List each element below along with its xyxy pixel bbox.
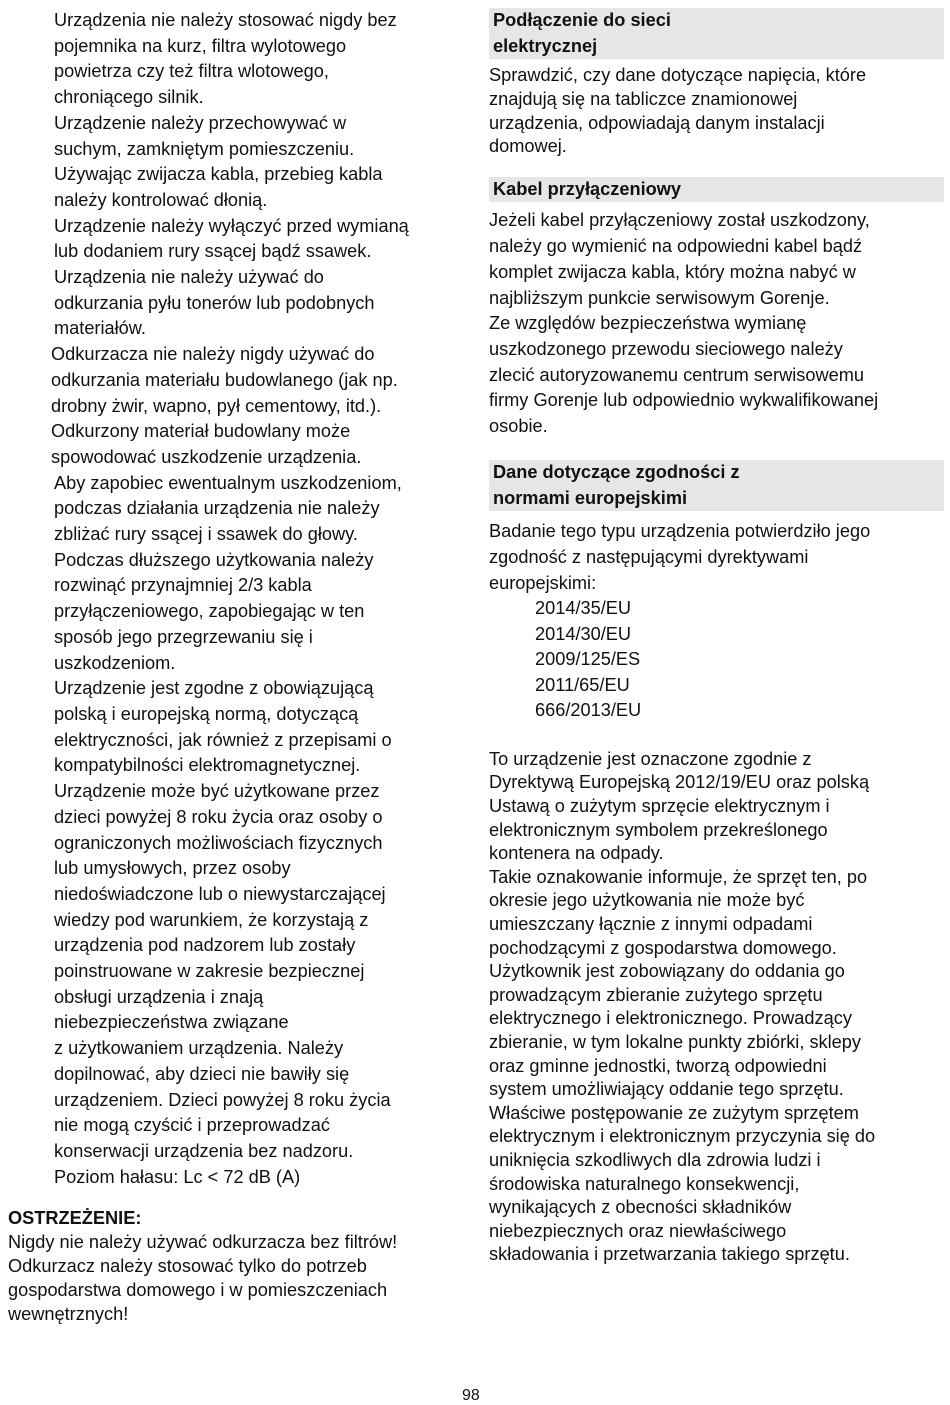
body-text-line: wiedzy pod warunkiem, że korzystają z — [54, 909, 369, 930]
body-text-line: suchym, zamkniętym pomieszczeniu. — [54, 138, 355, 159]
body-text-line: niebezpieczeństwa związane — [54, 1012, 289, 1033]
body-text-line: uszkodzeniom. — [54, 652, 176, 673]
body-text-line: Podczas dłuższego użytkowania należy — [54, 549, 374, 570]
body-text-line: Poziom hałasu: Lc < 72 dB (A) — [54, 1166, 301, 1187]
body-text-line: To urządzenie jest oznaczone zgodnie z — [489, 748, 812, 769]
warning-box — [8, 1207, 463, 1326]
body-text-line: kompatybilności elektromagnetycznej. — [54, 755, 361, 776]
body-text-line: zbieranie, w tym lokalne punkty zbiórki, sklepy — [489, 1031, 861, 1052]
directive-list — [489, 596, 944, 724]
body-text-line: firmy Gorenje lub odpowiednio wykwalifikowanej — [489, 390, 879, 411]
body-text-line: niebezpiecznych oraz niewłaściwego — [489, 1220, 787, 1241]
body-text-line: Sprawdzić, czy dane dotyczące napięcia, które — [489, 65, 867, 86]
body-text-line: zgodność z następującymi dyrektywami — [489, 546, 809, 567]
power-connection-text — [489, 64, 944, 158]
body-text-line: Ustawą o zużytym sprzęcie elektrycznym i — [489, 796, 830, 817]
body-text-line: znajdują się na tabliczce znamionowej — [489, 89, 798, 109]
left-column — [8, 8, 463, 1326]
body-text-line: lub dodaniem rury ssącej bądź ssawek. — [54, 241, 372, 262]
body-text-line: elektrycznego i elektronicznego. Prowadzący — [489, 1008, 852, 1029]
warning-text-line: Odkurzacz należy stosować tylko do potrzeb — [8, 1255, 367, 1276]
body-text-line: spowodować uszkodzenie urządzenia. — [51, 446, 362, 467]
warning-title: OSTRZEŻENIE: — [8, 1208, 142, 1229]
heading-line: normami europejskimi — [493, 487, 688, 508]
body-text-line: odkurzania materiału budowlanego (jak np. — [51, 369, 398, 390]
body-text-line: domowej. — [489, 136, 567, 157]
heading-eu-compliance — [489, 460, 944, 511]
safety-instructions — [8, 8, 463, 1190]
body-text-line: ograniczonych możliwościach fizycznych — [54, 832, 383, 853]
heading-line: Dane dotyczące zgodności z — [493, 461, 740, 482]
body-text-line: prowadzącym zbieranie zużytego sprzętu — [489, 984, 823, 1005]
heading-power-connection — [489, 8, 944, 59]
body-text-line: urządzeniem. Dzieci powyżej 8 roku życia — [54, 1089, 391, 1110]
body-text-line: zbliżać rury ssącej i ssawek do głowy. — [54, 524, 358, 545]
body-text-line: Użytkownik jest zobowiązany do oddania go — [489, 961, 845, 982]
body-text-line: rozwinąć przynajmniej 2/3 kabla — [54, 575, 312, 596]
body-text-line: najbliższym punkcie serwisowym Gorenje. — [489, 287, 830, 308]
warning-text-line: gospodarstwa domowego i w pomieszczeniach — [8, 1279, 388, 1300]
directive-item: 2014/30/EU — [535, 623, 632, 644]
body-text-line: lub umysłowych, przez osoby — [54, 858, 291, 879]
body-text-line: sposób jego przegrzewaniu się i — [54, 626, 313, 647]
body-text-line: chroniącego silnik. — [54, 87, 204, 108]
body-text-line: Dyrektywą Europejską 2012/19/EU oraz polską — [489, 772, 870, 793]
body-text-line: Właściwe postępowanie ze zużytym sprzętem — [489, 1102, 859, 1123]
directive-item: 2009/125/ES — [535, 649, 641, 670]
heading-line: elektrycznej — [493, 35, 598, 56]
page-number: 98 — [462, 1387, 480, 1404]
body-text-line: wynikających z obecności składników — [489, 1197, 792, 1218]
heading-line: Kabel przyłączeniowy — [493, 178, 682, 199]
body-text-line: umieszczany łącznie z innymi odpadami — [489, 913, 813, 934]
body-text-line: odkurzania pyłu tonerów lub podobnych — [54, 292, 375, 313]
body-text-line: dopilnować, aby dzieci nie bawiły się — [54, 1063, 350, 1084]
eu-compliance-intro — [489, 519, 944, 596]
body-text-line: urządzenia, odpowiadają danym instalacji — [489, 112, 825, 133]
body-text-line: polską i europejską normą, dotyczącą — [54, 703, 359, 724]
directive-item: 2011/65/EU — [535, 674, 630, 695]
body-text-line: Ze względów bezpieczeństwa wymianę — [489, 313, 807, 334]
body-text-line: elektrycznym i elektronicznym przyczynia się do — [489, 1126, 876, 1147]
body-text-line: dzieci powyżej 8 roku życia oraz osoby o — [54, 806, 383, 827]
body-text-line: Takie oznakowanie informuje, że sprzęt ten, po — [489, 866, 868, 887]
body-text-line: uszkodzonego przewodu sieciowego należy — [489, 339, 843, 359]
body-text-line: oraz gminne jednostki, tworzą odpowiedni — [489, 1055, 827, 1076]
body-text-line: Urządzenia nie należy stosować nigdy bez — [54, 10, 397, 30]
body-text-line: okresie jego użytkowania nie może być — [489, 890, 805, 911]
body-text-line: środowiska naturalnego konsekwencji, — [489, 1173, 800, 1194]
body-text-line: należy kontrolować dłonią. — [54, 189, 268, 210]
body-text-line: poinstruowane w zakresie bezpiecznej — [54, 961, 365, 982]
body-text-line: materiałów. — [54, 318, 146, 339]
body-text-line: podczas działania urządzenia nie należy — [54, 498, 380, 519]
directive-item: 666/2013/EU — [535, 700, 642, 721]
body-text-line: obsługi urządzenia i znają — [54, 986, 264, 1007]
body-text-line: uniknięcia szkodliwych dla zdrowia ludzi i — [489, 1149, 821, 1170]
body-text-line: zlecić autoryzowanemu centrum serwisowemu — [489, 364, 865, 385]
body-text-line: osobie. — [489, 416, 548, 437]
body-text-line: powietrza czy też filtra wlotowego, — [54, 61, 329, 82]
weee-text — [489, 748, 944, 1267]
body-text-line: Jeżeli kabel przyłączeniowy został uszkodzony, — [489, 210, 870, 231]
body-text-line: przyłączeniowego, zapobiegając w ten — [54, 601, 365, 622]
body-text-line: Urządzenia nie należy używać do — [54, 267, 324, 288]
body-text-line: elektryczności, jak również z przepisami o — [54, 729, 392, 750]
warning-text — [8, 1231, 463, 1326]
body-text-line: kontenera na odpady. — [489, 843, 664, 864]
body-text-line: Używając zwijacza kabla, przebieg kabla — [54, 164, 383, 185]
body-text-line: niedoświadczone lub o niewystarczającej — [54, 883, 386, 904]
body-text-line: Aby zapobiec ewentualnym uszkodzeniom, — [54, 472, 402, 493]
body-text-line: należy go wymienić na odpowiedni kabel bądź — [489, 236, 863, 257]
body-text-line: Urządzenie należy wyłączyć przed wymianą — [54, 215, 409, 236]
body-text-line: pochodzącymi z gospodarstwa domowego. — [489, 937, 837, 958]
body-text-line: konserwacji urządzenia bez nadzoru. — [54, 1140, 354, 1161]
body-text-line: składowania i przetwarzania takiego sprzętu. — [489, 1244, 850, 1265]
body-text-line: elektronicznym symbolem przekreślonego — [489, 819, 828, 840]
body-text-line: Badanie tego typu urządzenia potwierdziło jego — [489, 521, 871, 542]
body-text-line: europejskimi: — [489, 572, 597, 593]
body-text-line: nie mogą czyścić i przeprowadzać — [54, 1115, 330, 1136]
body-text-line: Urządzenie należy przechowywać w — [54, 112, 347, 133]
heading-line: Podłączenie do sieci — [493, 10, 671, 30]
body-text-line: Urządzenie jest zgodne z obowiązującą — [54, 678, 374, 699]
right-column — [489, 8, 944, 1267]
body-text-line: Odkurzony materiał budowlany może — [51, 421, 351, 442]
body-text-line: Urządzenie może być użytkowane przez — [54, 781, 380, 802]
connection-cable-text — [489, 208, 944, 439]
warning-text-line: Nigdy nie należy używać odkurzacza bez filtrów! — [8, 1232, 398, 1253]
body-text-line: drobny żwir, wapno, pył cementowy, itd.). — [51, 395, 382, 416]
body-text-line: urządzenia pod nadzorem lub zostały — [54, 935, 356, 956]
body-text-line: pojemnika na kurz, filtra wylotowego — [54, 35, 347, 56]
body-text-line: z użytkowaniem urządzenia. Należy — [54, 1038, 344, 1059]
directive-item: 2014/35/EU — [535, 598, 632, 619]
body-text-line: system umożliwiający oddanie tego sprzętu. — [489, 1079, 844, 1100]
body-text-line: Odkurzacza nie należy nigdy używać do — [51, 344, 375, 365]
body-text-line: komplet zwijacza kabla, który można nabyć w — [489, 261, 856, 282]
heading-connection-cable — [489, 177, 944, 203]
warning-text-line: wewnętrznych! — [8, 1303, 129, 1324]
